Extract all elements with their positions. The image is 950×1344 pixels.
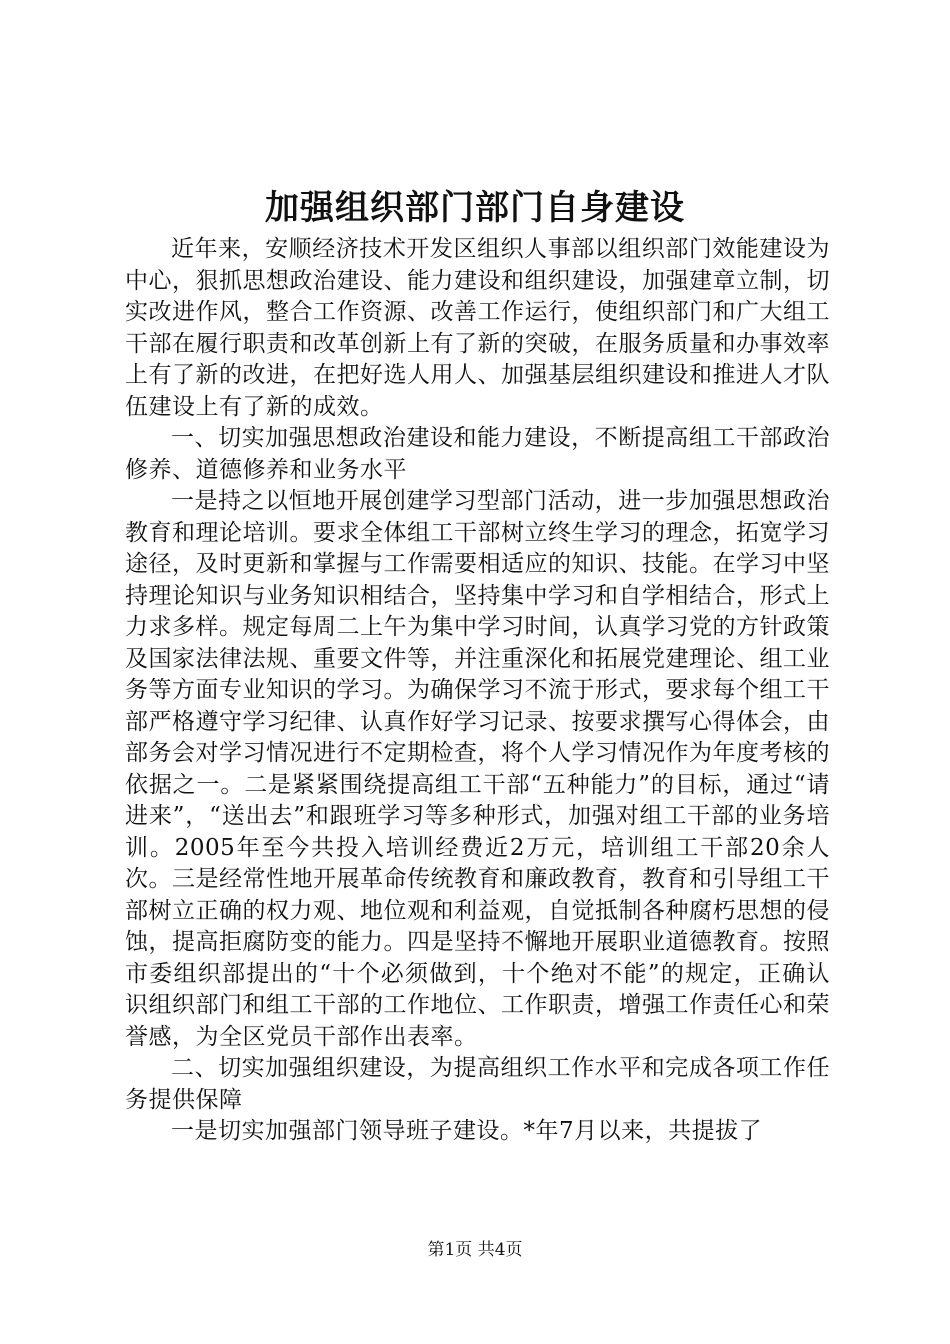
- paragraph-intro: 近年来，安顺经济技术开发区组织人事部以组织部门效能建设为中心，狠抓思想政治建设、能力建设和组织建设，加强建章立制，切实改进作风，整合工作资源、改善工作运行，使组织部门和广大组工干部在履行职责和改革创新上有了新的突破，在服务质量和办事效率上有了新的改进，在把好选人用人、加强基层组织建设和推进人才队伍建设上有了新的成效。: [125, 236, 830, 420]
- section-heading-1: 一、切实加强思想政治建设和能力建设，不断提高组工干部政治修养、道德修养和业务水平: [125, 425, 830, 483]
- document-body: [125, 234, 830, 1148]
- section-heading-2: 二、切实加强组织建设，为提高组织工作水平和完成各项工作任务提供保障: [125, 1055, 830, 1113]
- page-total: 共4页: [477, 1240, 523, 1260]
- paragraph-section-2: 一是切实加强部门领导班子建设。*年7月以来，共提拔了: [171, 1118, 763, 1144]
- document-title: 加强组织部门部门自身建设: [265, 188, 685, 228]
- page-number: 第1页: [427, 1240, 473, 1260]
- page-footer: [0, 1238, 950, 1262]
- paragraph-section-1: 一是持之以恒地开展创建学习型部门活动，进一步加强思想政治教育和理论培训。要求全体组工干部树立终生学习的理念，拓宽学习途径，及时更新和掌握与工作需要相适应的知识、技能。在学习中坚持理论知识与业务知识相结合，坚持集中学习和自学相结合，形式上力求多样。规定每周二上午为集中学习时间，认真学习党的方针政策及国家法律法规、重要文件等，并注重深化和拓展党建理论、组工业务等方面专业知识的学习。为确保学习不流于形式，要求每个组工干部严格遵守学习纪律、认真作好学习记录、按要求撰写心得体会，由部务会对学习情况进行不定期检查，将个人学习情况作为年度考核的依据之一。二是紧紧围绕提高组工干部“五种能力”的目标，通过“请进来”，“送出去”和跟班学习等多种形式，加强对组工干部的业务培训。2005年至今共投入培训经费近2万元，培训组工干部20余人次。三是经常性地开展革命传统教育和廉政教育，教育和引导组工干部树立正确的权力观、地位观和利益观，自觉抵制各种腐朽思想的侵蚀，提高拒腐防变的能力。四是坚持不懈地开展职业道德教育。按照市委组织部提出的“十个必须做到，十个绝对不能”的规定，正确认识组织部门和组工干部的工作地位、工作职责，增强工作责任心和荣誉感，为全区党员干部作出表率。: [125, 488, 830, 1050]
